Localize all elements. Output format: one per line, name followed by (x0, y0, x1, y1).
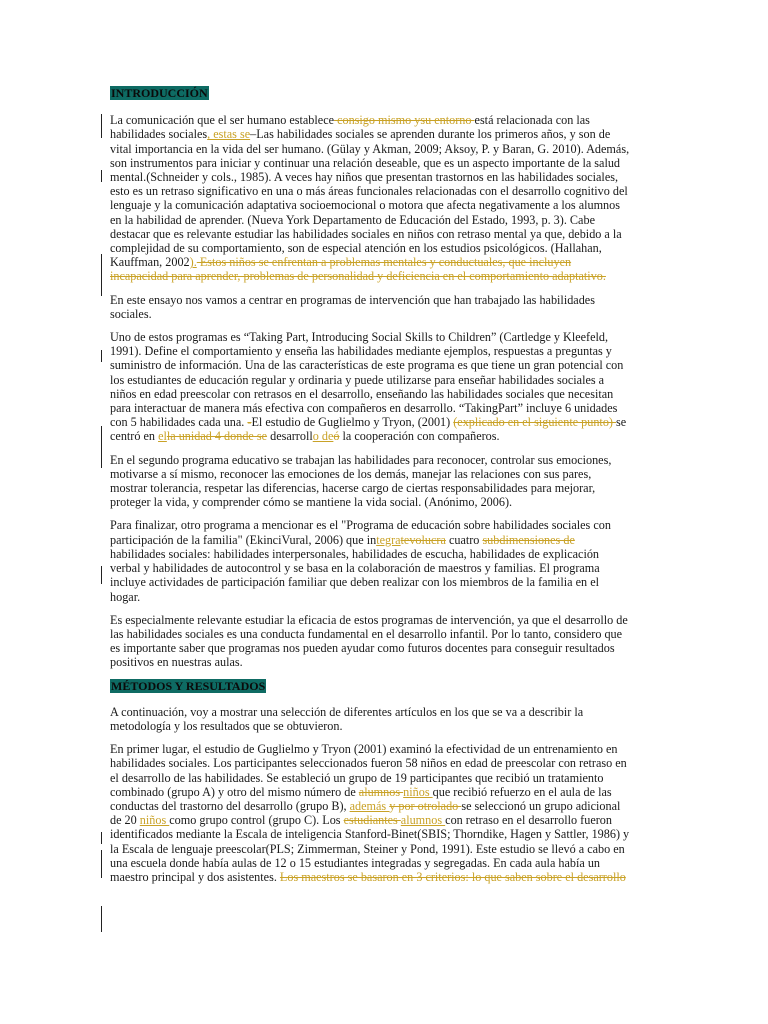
text-run: se seleccionó un grupo adicional de 20 (110, 798, 621, 828)
tracked-insertion: niños (139, 813, 170, 828)
tracked-insertion: alumnos (400, 813, 446, 828)
change-bar (101, 350, 102, 362)
tracked-insertion: o de (312, 429, 334, 444)
tracked-deletion: alumnos (358, 784, 404, 799)
heading-metodos-resultados: MÉTODOS Y RESULTADOS (111, 678, 266, 693)
tracked-insertion: el (158, 429, 167, 444)
text-run: la cooperación con compañeros. (339, 429, 500, 444)
text-run: En primer lugar, el estudio de Guglielmo y Tryon (2001) examinó la efectividad de un entrenamiento en habilidades sociales. Los participantes seleccionados fueron 58 niños en edad de preescolar con retraso en el desarrollo de las habilidades. Se estableció un grupo de 19 participantes que recibió un tratamiento combinado (grupo A) y otro del mismo número de (110, 742, 627, 799)
document-body (110, 86, 630, 893)
change-bar (101, 426, 102, 468)
tracked-deletion: (explicado en el siguiente punto) (453, 415, 617, 430)
text-run: habilidades sociales: habilidades interpersonales, habilidades de escucha, habilidades de explicación verbal y habilidades de autocontrol y se basa en la colaboración de maestros y familias. El programa incluye actividades de participación familiar que deben realizar con los miembros de la familia en el hogar. (110, 546, 600, 604)
text-run: se centró en (110, 415, 627, 444)
tracked-deletion: - (247, 415, 252, 430)
tracked-deletion: subdimensiones de (482, 532, 575, 547)
change-bar (101, 114, 102, 138)
change-bar (101, 850, 102, 878)
text-run: desarroll (267, 429, 313, 444)
paragraph-guglielmo-study (110, 742, 630, 884)
text-run: está relacionada con las habilidades sociales (110, 113, 590, 142)
text-run: –Las habilidades sociales se aprenden durante los primeros años, y son de vital importancia en la vida del ser humano. (Gülay y Akman, 2009; Aksoy, P. y Baran, G. 2010). Además, son instrumentos para iniciar y continuar una relación deseable, que es un aspecto importante de la salud mental.(Schneider y cols., 1985). A veces hay niños que presentan trastornos en las habilidades sociales, esto es un retraso significativo en una o más áreas funcionales relacionadas con el desarrollo cognitivo del lenguaje y la comunicación adaptativa socioemocional o motora que afecta negativamente a los alumnos en la habilidad de aprender. (Nueva York Departamento de Educación del Estado, 1993, p. 3). Cabe destacar que es relevante estudiar las habilidades sociales en niños con retraso mental ya que, debido a la complejidad de su comportamiento, son de especial atención en los estudios psicológicos. (Hallahan, Kauffman, 2002 (110, 127, 630, 270)
text-run: El estudio de Guglielmo y Tryon, (2001) (251, 415, 454, 430)
text-run: que recibió refuerzo en el aula de las conductas del trastorno del desarrollo (grupo B), (110, 784, 612, 813)
paragraph-second-program: En el segundo programa educativo se trabajan las habilidades para reconocer, controlar sus emociones, motivarse a sí mismo, reconocer las emociones de los demás, manejar las relaciones con sus pares, mostrar tolerancia, respetar las diferencias, hacerse cargo de ciertas responsabilidades para mejorar, proteger la vida, y comprender cómo se mantiene la vida social. (Anónimo, 2006). (110, 452, 612, 510)
heading-introduccion: INTRODUCCIÓN (111, 86, 208, 100)
tracked-insertion: ). (189, 255, 197, 270)
tracked-deletion: estudiantes (343, 813, 401, 828)
tracked-deletion: y por otrolado (389, 798, 462, 813)
change-bar (101, 566, 102, 584)
paragraph-taking-part (110, 330, 630, 444)
text-run: Uno de estos programas es “Taking Part, Introducing Social Skills to Children” (Cartledge y Kleefeld, 1991). Define el comportamiento y enseña las habilidades mediante ejemplos, respuestas a preguntas y suministro de información. Una de las características de este programa es que tiene un gran potencial con los estudiantes de educación regular y ordinaria y puede utilizarse para enseñar habilidades sociales a niños en edad preescolar con retrasos en el desarrollo, enseñando las habilidades sociales que necesitan para interactuar de manera más efectiva con compañeros en desarrollo. “TakingPart” incluye 6 unidades con 5 habilidades cada una. (110, 330, 624, 430)
text-run: con retraso en el desarrollo fueron identificados mediante la Escala de inteligencia Stanford-Binet(SBIS; Thorndike, Hagen y Sattler, 1986) y la Escala de lenguaje preescolar(PLS; Zimmerman, Steiner y Pond, 1991). Este estudio se llevó a cabo en una escuela donde había aulas de 12 o 15 estudiantes integradas y segregadas. En cada aula había un maestro principal y dos asistentes. (110, 813, 630, 884)
tracked-deletion: Los maestros se basaron en 3 criterios: lo que saben sobre el desarrollo (279, 869, 626, 884)
tracked-deletion: ó (333, 429, 340, 444)
tracked-deletion: la unidad 4 donde se (166, 429, 268, 444)
change-bar (101, 906, 102, 932)
change-bar (101, 254, 102, 296)
text-run: Para finalizar, otro programa a mencionar es el "Programa de educación sobre habilidades sociales con participación de la familia" (EkinciVural, 2006) que in (110, 518, 611, 547)
paragraph-methods-intro: A continuación, voy a mostrar una selección de diferentes artículos en los que se va a describir la metodología y los resultados que se obtuvieron. (110, 704, 584, 733)
tracked-insertion: , estas se (207, 127, 251, 142)
change-bar (101, 832, 102, 844)
tracked-insertion: además (349, 798, 390, 813)
paragraph-relevance: Es especialmente relevante estudiar la eficacia de estos programas de intervención, ya que el desarrollo de las habilidades sociales es una conducta fundamental en el desarrollo infantil. Por lo tanto, considero que es importante saber que programas nos pueden ayudar como futuros docentes para conseguir resultados positivos en nuestras aulas. (110, 612, 628, 670)
tracked-insertion: tegra (376, 532, 401, 547)
text-run: cuatro (445, 532, 483, 547)
paragraph-intro (110, 113, 630, 283)
text-run: como grupo control (grupo C). Los (169, 813, 344, 828)
tracked-deletion: tevolucra (400, 532, 446, 547)
text-run: La comunicación que el ser humano establece (110, 113, 335, 128)
tracked-deletion: consigo mismo ysu entorno (334, 113, 475, 128)
tracked-deletion: Estos niños se enfrentan a problemas mentales y conductuales, que incluyen incapacidad para aprender, problemas de personalidad y deficiencia en el comportamiento adaptativo. (110, 255, 606, 284)
paragraph-family-program (110, 518, 630, 603)
change-bar (101, 170, 102, 182)
tracked-insertion: niños (403, 784, 433, 799)
paragraph-focus: En este ensayo nos vamos a centrar en programas de intervención que han trabajado las habilidades sociales. (110, 292, 595, 321)
